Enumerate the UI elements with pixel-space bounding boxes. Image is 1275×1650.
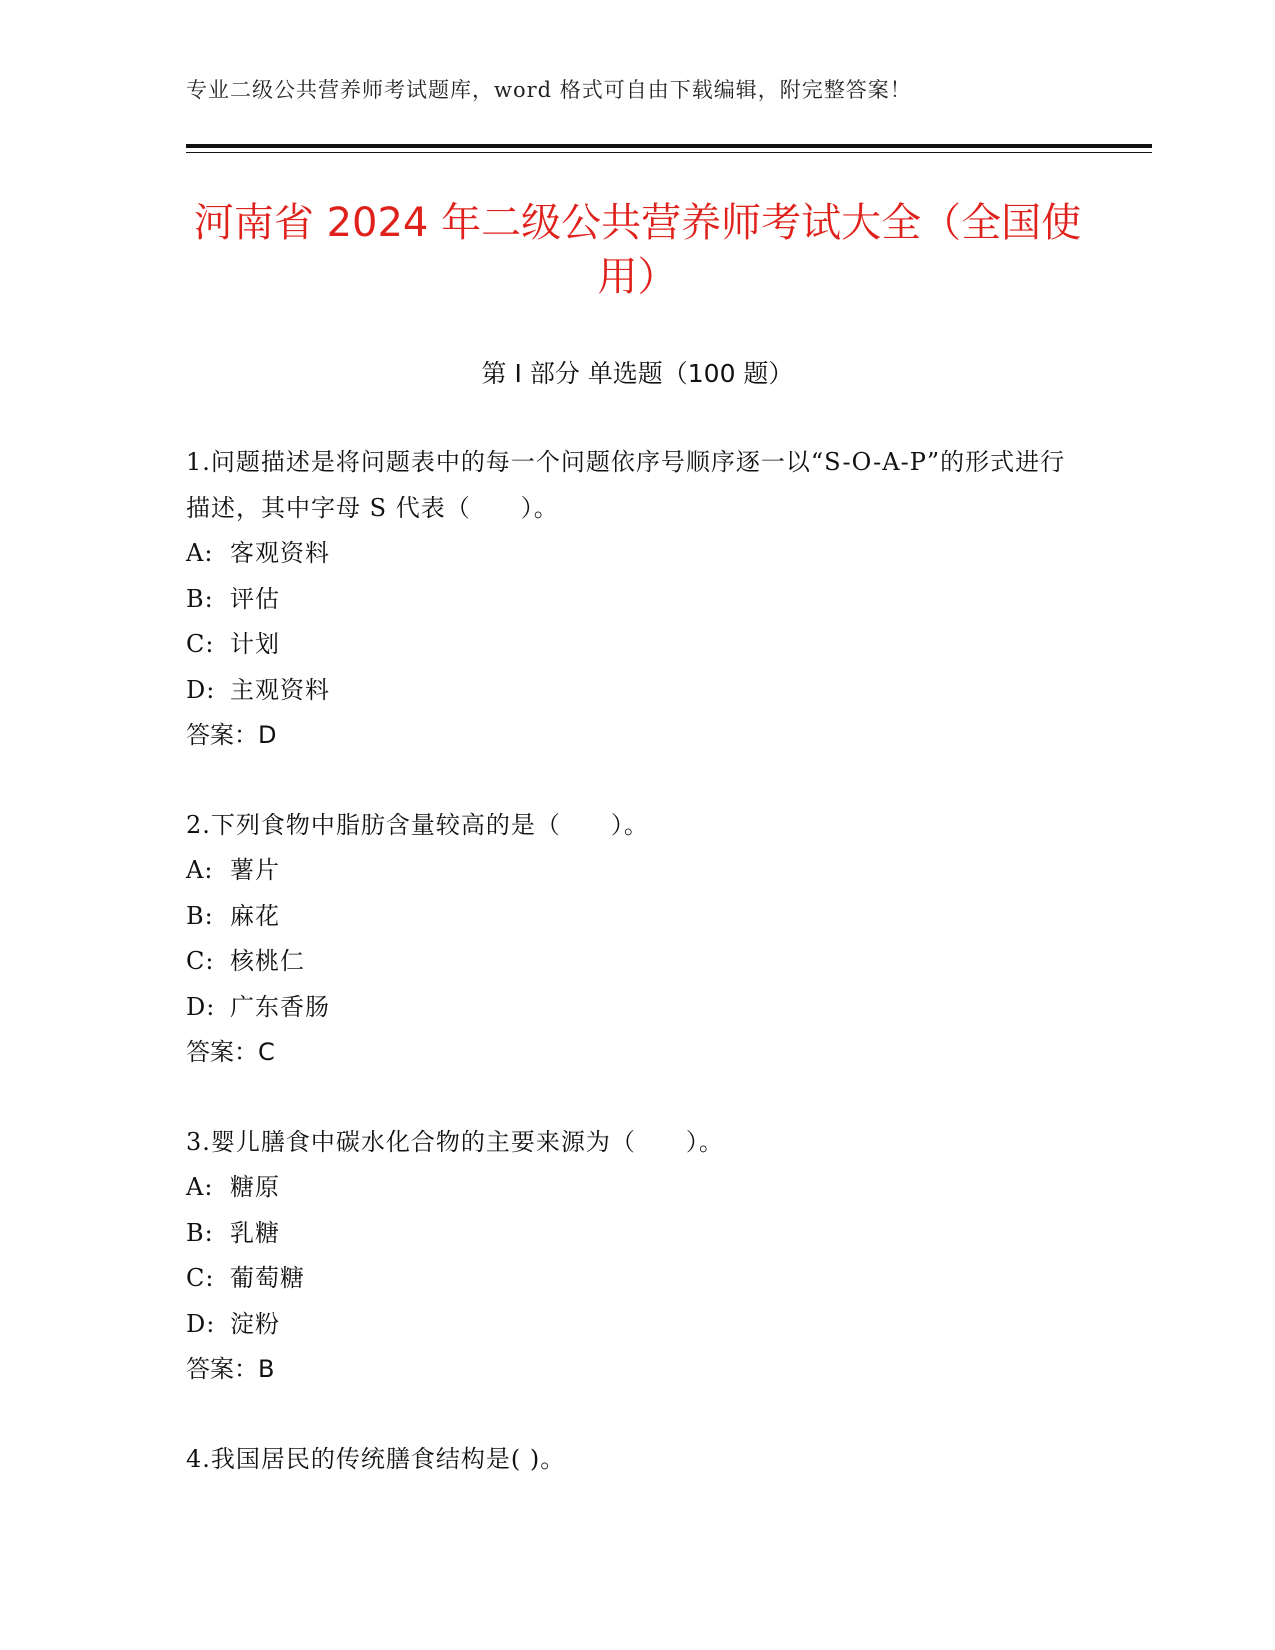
- option-letter: A:: [186, 1173, 214, 1201]
- question-stem: 1.问题描述是将问题表中的每一个问题依序号顺序逐一以“S-O-A-P”的形式进行描述，其中字母 S 代表（ ）。: [186, 448, 1066, 522]
- answer-line: 答案：C: [186, 1038, 275, 1066]
- option-letter: B:: [186, 901, 214, 930]
- option-c: [186, 939, 1086, 985]
- header-note: 专业二级公共营养师考试题库，word 格式可自由下载编辑，附完整答案！: [186, 78, 912, 102]
- question-1: [186, 440, 1086, 759]
- question-stem: 3.婴儿膳食中碳水化合物的主要来源为（ ）。: [186, 1127, 724, 1156]
- option-b: [186, 894, 1086, 940]
- question-4: [186, 1437, 1086, 1483]
- option-text: 糖原: [230, 1173, 280, 1201]
- option-text: 广东香肠: [230, 992, 330, 1021]
- option-text: 客观资料: [230, 539, 330, 567]
- question-stem: 4.我国居民的传统膳食结构是( )。: [186, 1444, 566, 1473]
- question-stem: 2.下列食物中脂肪含量较高的是（ ）。: [186, 810, 649, 839]
- option-letter: A:: [186, 856, 214, 884]
- option-letter: C:: [186, 1264, 215, 1292]
- option-d: [186, 985, 1086, 1031]
- option-text: 葡萄糖: [230, 1264, 305, 1292]
- question-2: [186, 803, 1086, 1076]
- option-c: [186, 1256, 1086, 1302]
- option-text: 主观资料: [230, 675, 330, 704]
- option-b: [186, 1211, 1086, 1257]
- question-list: [186, 440, 1086, 1526]
- answer-line: 答案：B: [186, 1355, 275, 1383]
- option-text: 淀粉: [230, 1309, 280, 1338]
- option-letter: C:: [186, 947, 215, 975]
- option-letter: D:: [186, 992, 216, 1021]
- option-letter: D:: [186, 1309, 216, 1338]
- answer-line: 答案：D: [186, 721, 277, 749]
- option-d: [186, 668, 1086, 714]
- section-heading: 第 I 部分 单选题（100 题）: [481, 359, 794, 388]
- header-divider-thick: [186, 144, 1152, 148]
- option-text: 麻花: [230, 901, 280, 930]
- option-letter: B:: [186, 1218, 214, 1247]
- question-3: [186, 1120, 1086, 1393]
- option-a: [186, 1165, 1086, 1211]
- option-b: [186, 577, 1086, 623]
- option-letter: A:: [186, 539, 214, 567]
- option-text: 评估: [230, 584, 280, 613]
- option-d: [186, 1302, 1086, 1348]
- option-a: [186, 848, 1086, 894]
- option-text: 乳糖: [230, 1218, 280, 1247]
- option-letter: B:: [186, 584, 214, 613]
- option-letter: D:: [186, 675, 216, 704]
- document-title: 河南省 2024 年二级公共营养师考试大全（全国使用）: [193, 200, 1082, 300]
- option-text: 核桃仁: [230, 947, 305, 975]
- option-letter: C:: [186, 630, 215, 658]
- option-a: [186, 531, 1086, 577]
- option-text: 薯片: [230, 856, 280, 884]
- option-text: 计划: [230, 630, 280, 658]
- header-divider-thin: [186, 152, 1152, 153]
- option-c: [186, 622, 1086, 668]
